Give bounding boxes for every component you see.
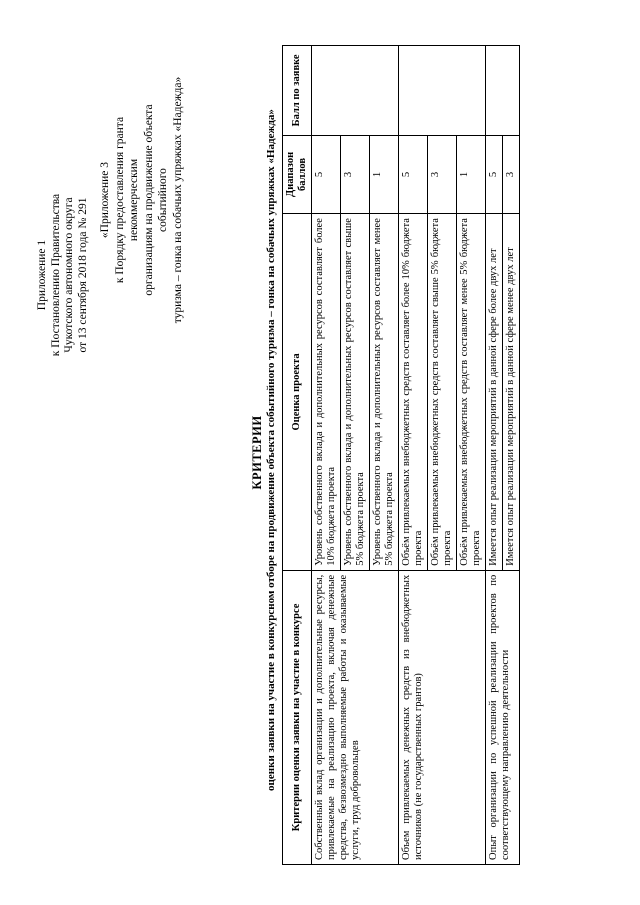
header-score: Балл по заявке — [283, 46, 312, 136]
score-cell[interactable] — [399, 46, 486, 136]
appendix-3-line-2: к Порядку предоставления гранта некоммерческим — [113, 116, 140, 284]
assessment-cell: Уровень собственного вклада и дополнительных ресурсов составляет менее 5% бюджета проекта — [370, 214, 399, 571]
table-row — [486, 46, 503, 865]
table-row — [399, 46, 428, 865]
assessment-cell: Объём привлекаемых внебюджетных средств составляет более 10% бюджета проекта — [399, 214, 428, 571]
header-criterion: Критерии оценки заявки на участие в конкурсе — [283, 570, 312, 864]
score-cell[interactable] — [312, 46, 399, 136]
criteria-table — [282, 45, 520, 865]
appendix-3-block — [98, 75, 185, 325]
title-subtitle: оценки заявки на участие в конкурсном отборе на продвижение объекта событийного туризма – гонка на собачьих упряжках «Надежда» — [265, 109, 277, 791]
header-range: Диапазон баллов — [283, 135, 312, 213]
appendix-1-region: Чукотского автономного округа — [63, 197, 75, 353]
assessment-cell: Имеется опыт реализации мероприятий в данной сфере более двух лет — [486, 214, 503, 571]
range-cell: 3 — [341, 135, 370, 213]
assessment-cell: Объём привлекаемых внебюджетных средств составляет менее 5% бюджета проекта — [457, 214, 486, 571]
range-cell: 3 — [503, 135, 520, 213]
header-assessment: Оценка проекта — [283, 214, 312, 571]
criterion-cell: Объем привлекаемых денежных средств из внебюджетных источников (не государственных грантов) — [399, 570, 486, 864]
criterion-cell: Собственный вклад организации и дополнительные ресурсы, привлекаемые на реализацию проекта, включая денежные средства, безвозмездно выполняемые работы и оказываемые услуги, труд добровольцев — [312, 570, 399, 864]
range-cell: 1 — [457, 135, 486, 213]
table-row — [312, 46, 341, 865]
score-cell[interactable] — [486, 46, 520, 136]
assessment-cell: Уровень собственного вклада и дополнительных ресурсов составляет более 10% бюджета проекта — [312, 214, 341, 571]
range-cell: 3 — [428, 135, 457, 213]
appendix-3-line-3: организациям на продвижение объекта событийного — [142, 104, 169, 296]
appendix-1-ref: к Постановлению Правительства — [49, 193, 62, 357]
appendix-3-line-4: туризма – гонка на собачьих упряжках «Надежда» — [171, 76, 184, 324]
assessment-cell: Объём привлекаемых внебюджетных средств составляет свыше 5% бюджета проекта — [428, 214, 457, 571]
title-main: КРИТЕРИИ — [250, 415, 264, 490]
assessment-cell: Имеется опыт реализации мероприятий в данной сфере менее двух лет — [503, 214, 520, 571]
table-header-row — [283, 46, 312, 865]
criterion-cell: Опыт организации по успешной реализации проектов по соответствующему направлению деятельности — [486, 570, 520, 864]
appendix-1-title: Приложение 1 — [36, 239, 48, 311]
range-cell: 1 — [370, 135, 399, 213]
appendix-1-date: от 13 сентября 2018 года № 291 — [76, 197, 89, 353]
appendix-1-block — [36, 145, 90, 405]
assessment-cell: Уровень собственного вклада и дополнительных ресурсов составляет свыше 5% бюджета проекта — [341, 214, 370, 571]
document-title — [250, 0, 277, 905]
range-cell: 5 — [312, 135, 341, 213]
range-cell: 5 — [399, 135, 428, 213]
range-cell: 5 — [486, 135, 503, 213]
appendix-3-title: «Приложение 3 — [99, 161, 111, 239]
